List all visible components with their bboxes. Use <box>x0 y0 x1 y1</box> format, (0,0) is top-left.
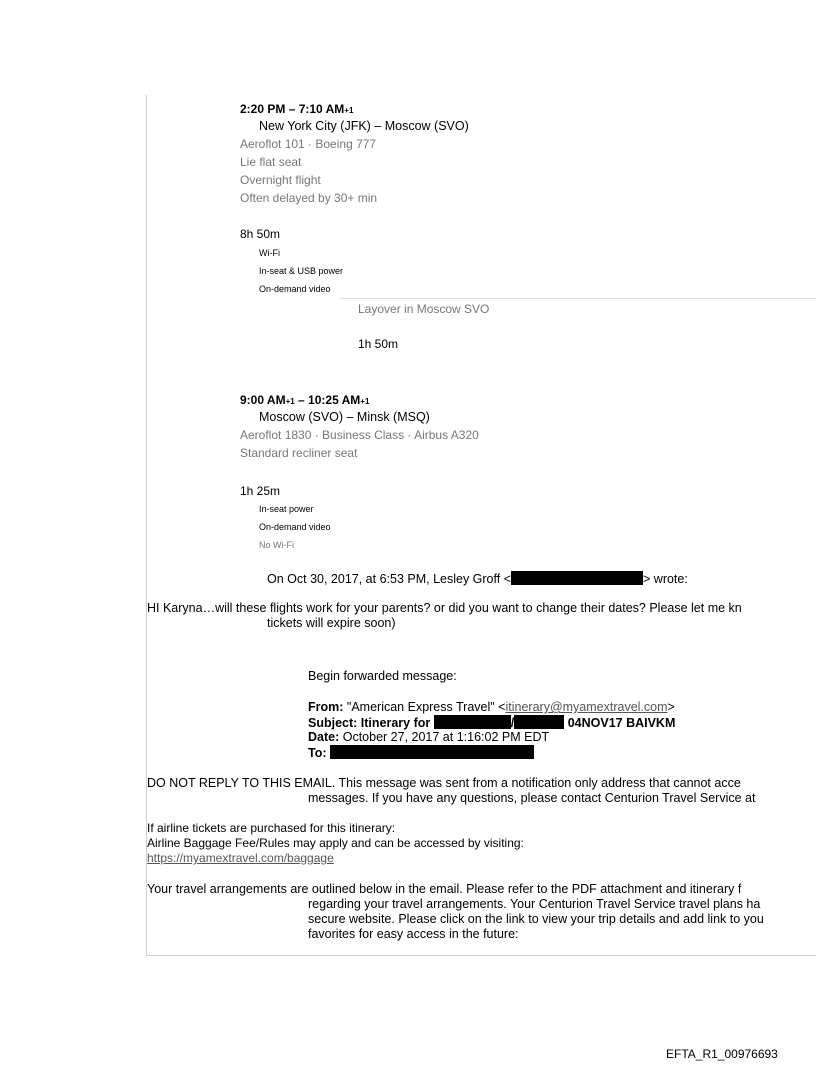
segment1-amenity: Wi-Fi <box>259 248 280 258</box>
segment1-dash: – <box>285 102 299 116</box>
segment2-duration: 1h 25m <box>240 484 281 498</box>
travel-text: favorites for easy access in the future: <box>308 927 519 941</box>
segment1-departure-time: 2:20 PM <box>240 102 286 116</box>
message-line: tickets will expire soon) <box>267 616 396 630</box>
segment2-dash: – <box>294 393 309 407</box>
airline-info: If airline tickets are purchased for this itinerary: <box>147 821 396 835</box>
segment1-route: New York City (JFK) – Moscow (SVO) <box>259 119 469 133</box>
segment1-detail: Overnight flight <box>240 173 321 187</box>
forwarded-to <box>308 745 534 761</box>
from-close: > <box>667 700 675 714</box>
from-label: From: <box>308 700 344 714</box>
message-line: HI Karyna…will these flights work for your parents? or did you want to change their dates? Please let me kn <box>147 601 742 615</box>
segment1-detail: Aeroflot 101 · Boeing 777 <box>240 137 377 151</box>
travel-text: secure website. Please click on the link to view your trip details and add link to you <box>308 912 764 926</box>
subject-label: Subject: Itinerary for <box>308 716 431 730</box>
from-email-link[interactable]: itinerary@myamextravel.com <box>505 700 668 714</box>
baggage-link[interactable]: https://myamextravel.com/baggage <box>147 851 334 865</box>
noreply-notice: DO NOT REPLY TO THIS EMAIL. This message was sent from a notification only address that cannot acce <box>147 776 741 790</box>
segment2-detail: Standard recliner seat <box>240 446 358 460</box>
date-label: Date: <box>308 730 340 744</box>
travel-text: regarding your travel arrangements. Your Centurion Travel Service travel plans ha <box>308 897 761 911</box>
segment2-arrival-time: 10:25 AM <box>308 393 361 407</box>
redaction-bar <box>511 571 643 585</box>
segment2-detail: Aeroflot 1830 · Business Class · Airbus A320 <box>240 428 479 442</box>
segment2-route: Moscow (SVO) – Minsk (MSQ) <box>259 410 430 424</box>
segment2-departure-time: 9:00 AM <box>240 393 286 407</box>
forwarded-date <box>308 730 549 745</box>
segment1-times <box>240 102 353 118</box>
subject-separator: / <box>510 716 515 730</box>
forwarded-begin: Begin forwarded message: <box>308 669 457 683</box>
layover-divider <box>340 298 816 299</box>
segment1-arrival-time: 7:10 AM <box>298 102 345 116</box>
redaction-bar <box>330 745 534 759</box>
segment1-detail: Often delayed by 30+ min <box>240 191 378 205</box>
segment2-arrival-offset: +1 <box>360 397 370 406</box>
forwarded-subject <box>308 715 675 731</box>
segment2-amenity: In-seat power <box>259 504 314 514</box>
redaction-bar <box>434 715 511 729</box>
segment1-duration: 8h 50m <box>240 227 281 241</box>
subject-code: 04NOV17 BAIVKM <box>567 716 676 730</box>
quote-intro-suffix: > wrote: <box>643 572 688 586</box>
travel-text: Your travel arrangements are outlined below in the email. Please refer to the PDF attachment and itinerary f <box>147 882 742 896</box>
redaction-bar <box>514 715 564 729</box>
document-id: EFTA_R1_00976693 <box>666 1047 778 1061</box>
baggage-link-line <box>147 851 334 866</box>
quote-intro <box>267 571 688 587</box>
layover-label: Layover in Moscow SVO <box>358 302 490 316</box>
segment2-amenity: On-demand video <box>259 522 331 532</box>
date-value: October 27, 2017 at 1:16:02 PM EDT <box>339 730 550 744</box>
segment1-amenity: In-seat & USB power <box>259 266 344 276</box>
segment2-times <box>240 393 369 409</box>
to-label: To: <box>308 746 327 760</box>
layover-duration: 1h 50m <box>358 337 399 351</box>
segment2-amenity-missing: No Wi-Fi <box>259 540 294 550</box>
airline-info: Airline Baggage Fee/Rules may apply and can be accessed by visiting: <box>147 836 524 850</box>
forwarded-from <box>308 700 675 715</box>
segment1-amenity: On-demand video <box>259 284 331 294</box>
noreply-notice: messages. If you have any questions, please contact Centurion Travel Service at <box>308 791 756 805</box>
segment2-departure-offset: +1 <box>285 397 295 406</box>
quote-intro-prefix: On Oct 30, 2017, at 6:53 PM, Lesley Groff < <box>267 572 512 586</box>
segment1-detail: Lie flat seat <box>240 155 302 169</box>
from-name: "American Express Travel" < <box>343 700 506 714</box>
segment1-arrival-offset: +1 <box>344 106 354 115</box>
